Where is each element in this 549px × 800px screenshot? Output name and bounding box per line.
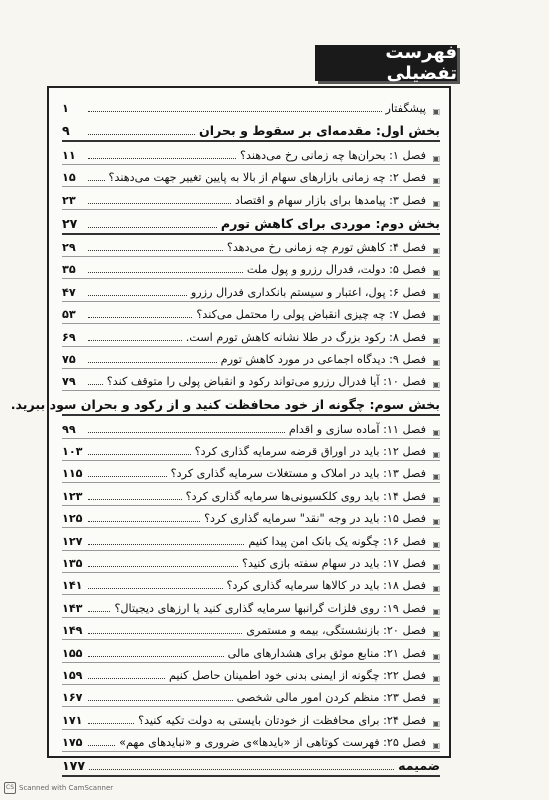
square-bullet-icon: ▣ [432,539,440,549]
toc-page-number: ۱۲۵ [62,512,83,526]
toc-page-number: ۲۷ [62,215,78,231]
square-bullet-icon: ▣ [432,629,440,639]
toc-part-label: بخش اول: مقدمه‌ای بر سقوط و بحران [199,123,440,139]
square-bullet-icon: ▣ [432,335,440,345]
camscanner-logo-icon: CS [4,782,16,794]
square-bullet-icon: ▣ [432,718,440,728]
toc-entry-label: فصل ۲۱: منابع موثق برای هشدارهای مالی [227,646,426,660]
toc-page-number: ۱۲۷ [62,534,83,548]
toc-page-number: ۱ [62,102,69,116]
toc-row-9 [62,302,440,324]
leader-dots [88,227,217,228]
square-bullet-icon: ▣ [432,696,440,706]
square-bullet-icon: ▣ [432,741,440,751]
square-bullet-icon: ▣ [432,606,440,616]
toc-entry-label: فصل ۱۷: باید در سهام سفته بازی کنید؟ [242,557,426,571]
toc-entry-label: فصل ۳: پیامدها برای بازار سهام و اقتصاد [234,193,426,207]
toc-page-number: ۱۳۵ [62,557,83,571]
toc-row-17 [62,483,440,505]
toc-row-0 [62,96,440,117]
square-bullet-icon: ▣ [432,472,440,482]
toc-row-8 [62,279,440,301]
toc-entry-label: فصل ۱۹: روی فلزات گرانبها سرمایه گذاری کنید یا ارزهای دیجیتال؟ [114,601,426,615]
toc-page-number: ۹۹ [62,422,76,436]
toc-page-number: ۴۷ [62,285,76,299]
toc-row-20 [62,551,440,573]
toc-part-label: بخش دوم: موردی برای کاهش تورم [220,215,440,231]
toc-entry-label: فصل ۲۵: فهرست کوتاهی از «بایدها»ی ضروری و «نبایدهای مهم» [119,736,426,750]
toc-entry-label: فصل ۲: چه زمانی بازارهای سهام از بالا به پایین تغییر جهت می‌دهند؟ [108,171,426,185]
toc-entry-label: فصل ۱۱: آماده سازی و اقدام [288,422,426,436]
leader-dots [88,723,134,724]
scanner-watermark [4,782,113,794]
square-bullet-icon: ▣ [432,584,440,594]
toc-row-19 [62,528,440,550]
square-bullet-icon: ▣ [432,176,440,186]
leader-dots [88,362,217,363]
leader-dots [88,180,105,181]
square-bullet-icon: ▣ [432,198,440,208]
toc-entry-label: فصل ۱: بحران‌ها چه زمانی رخ می‌دهند؟ [240,148,426,162]
leader-dots [88,295,187,296]
square-bullet-icon: ▣ [432,651,440,661]
toc-entry-label: فصل ۶: پول، اعتبار و سیستم بانکداری فدرال رزرو [190,285,426,299]
toc-page-number [0,397,3,414]
toc-row-5 [62,210,440,235]
leader-dots [88,134,195,135]
toc-row-22 [62,595,440,617]
toc-row-1 [62,117,440,142]
toc-row-27 [62,707,440,729]
toc-page-number: ۱۵۵ [62,646,83,660]
leader-dots [88,272,243,273]
toc-title: فهرست تفضیلی [315,45,457,81]
toc-page-number: ۱۴۹ [62,624,83,638]
toc-entry-label: فصل ۹: دیدگاه اجماعی در مورد کاهش تورم [220,352,426,366]
leader-dots [88,476,167,477]
toc-row-4 [62,187,440,209]
toc-page-number: ۱۷۵ [62,736,83,750]
toc-row-7 [62,257,440,279]
toc-entry-label: فصل ۴: کاهش تورم چه زمانی رخ می‌دهد؟ [226,240,426,254]
leader-dots [89,769,394,770]
toc-entry-label: فصل ۵: دولت، فدرال رزرو و پول ملت [246,263,426,277]
square-bullet-icon: ▣ [432,517,440,527]
toc-entry-label: فصل ۲۳: منظم کردن امور مالی شخصی [236,691,426,705]
leader-dots [88,454,191,455]
toc-row-6 [62,235,440,257]
toc-entry-label: فصل ۷: چه چیزی انقباض پولی را محتمل می‌کند؟ [196,308,426,322]
toc-row-21 [62,573,440,595]
toc-list [10,96,440,777]
square-bullet-icon: ▣ [432,380,440,390]
scanner-watermark-text: Scanned with CamScanner [19,784,114,792]
toc-row-15 [62,439,440,461]
toc-page-number: ۶۹ [62,330,76,344]
toc-row-23 [62,618,440,640]
leader-dots [88,499,182,500]
leader-dots [88,544,244,545]
toc-entry-label: فصل ۲۴: برای محافظت از خودتان بایستی به دولت تکیه کنید؟ [138,713,426,727]
toc-page-number: ۱۴۳ [62,601,83,615]
toc-page-number: ۱۴۱ [62,579,83,593]
toc-row-10 [62,324,440,346]
square-bullet-icon: ▣ [432,450,440,460]
leader-dots [88,317,192,318]
square-bullet-icon: ▣ [432,427,440,437]
leader-dots [88,250,223,251]
toc-entry-label: فصل ۱۳: باید در املاک و مستغلات سرمایه گذاری کرد؟ [170,467,426,481]
square-bullet-icon: ▣ [432,245,440,255]
square-bullet-icon: ▣ [432,313,440,323]
toc-page-number: ۹ [62,123,70,139]
toc-row-2 [62,142,440,164]
toc-row-26 [62,685,440,707]
leader-dots [88,656,224,657]
toc-entry-label: فصل ۱۴: باید روی کلکسیونی‌ها سرمایه گذاری کرد؟ [185,489,426,503]
leader-dots [88,521,200,522]
toc-page-number: ۱۷۱ [62,713,83,727]
toc-page-number: ۵۳ [62,308,76,322]
toc-page-number: ۱۵۹ [62,668,83,682]
toc-entry-label: فصل ۲۲: چگونه از ایمنی بدنی خود اطمینان حاصل کنیم [168,668,426,682]
toc-page-number: ۲۳ [62,193,76,207]
leader-dots [88,158,236,159]
toc-row-29 [62,752,440,777]
toc-row-13 [10,391,440,416]
toc-row-16 [62,461,440,483]
toc-page-number: ۱۱ [62,148,76,162]
toc-row-28 [62,730,440,752]
toc-part-label: ضمیمه [398,758,440,774]
square-bullet-icon: ▣ [432,290,440,300]
square-bullet-icon: ▣ [432,562,440,572]
square-bullet-icon: ▣ [432,357,440,367]
toc-row-3 [62,165,440,187]
toc-page-number: ۱۵ [62,171,76,185]
toc-entry-label: فصل ۱۵: باید در وجه "نقد" سرمایه گذاری کرد؟ [204,512,426,526]
toc-page-number: ۱۶۷ [62,691,83,705]
leader-dots [88,678,165,679]
square-bullet-icon: ▣ [432,673,440,683]
toc-row-18 [62,506,440,528]
leader-dots [88,111,382,112]
toc-row-12 [62,369,440,391]
toc-page-number: ۱۱۵ [62,467,83,481]
square-bullet-icon: ▣ [432,153,440,163]
toc-entry-label: پیشگفتار [385,102,426,116]
toc-entry-label: فصل ۸: رکود بزرگ در طلا نشانه کاهش تورم است. [185,330,426,344]
leader-dots [88,611,110,612]
toc-entry-label: فصل ۱۶: چگونه یک بانک امن پیدا کنیم [248,534,426,548]
square-bullet-icon: ▣ [432,268,440,278]
toc-entry-label: فصل ۱۲: باید در اوراق قرضه سرمایه گذاری کرد؟ [194,445,426,459]
leader-dots [88,588,223,589]
leader-dots [88,432,285,433]
leader-dots [88,633,242,634]
toc-row-24 [62,640,440,662]
leader-dots [88,566,238,567]
toc-page-number: ۷۹ [62,375,76,389]
toc-row-11 [62,347,440,369]
leader-dots [88,745,115,746]
toc-entry-label: فصل ۱۰: آیا فدرال رزرو می‌تواند رکود و انقباض پولی را متوقف کند؟ [106,375,426,389]
toc-page-number: ۱۲۳ [62,489,83,503]
toc-page-number: ۱۰۳ [62,445,83,459]
toc-row-14 [62,416,440,438]
leader-dots [88,700,233,701]
leader-dots [88,340,182,341]
toc-page-number: ۲۹ [62,240,76,254]
toc-page-number: ۳۵ [62,263,76,277]
toc-entry-label: فصل ۲۰: بازنشستگی، بیمه و مستمری [246,624,426,638]
toc-entry-label: فصل ۱۸: باید در کالاها سرمایه گذاری کرد؟ [226,579,426,593]
leader-dots [88,384,103,385]
toc-part-label: بخش سوم: چگونه از خود محافظت کنید و از رکود و بحران سود ببرید. [10,397,440,413]
leader-dots [88,203,231,204]
square-bullet-icon: ▣ [432,107,440,117]
toc-page-number: ۱۷۷ [62,758,86,774]
square-bullet-icon: ▣ [432,494,440,504]
toc-row-25 [62,663,440,685]
toc-page-number: ۷۵ [62,352,76,366]
